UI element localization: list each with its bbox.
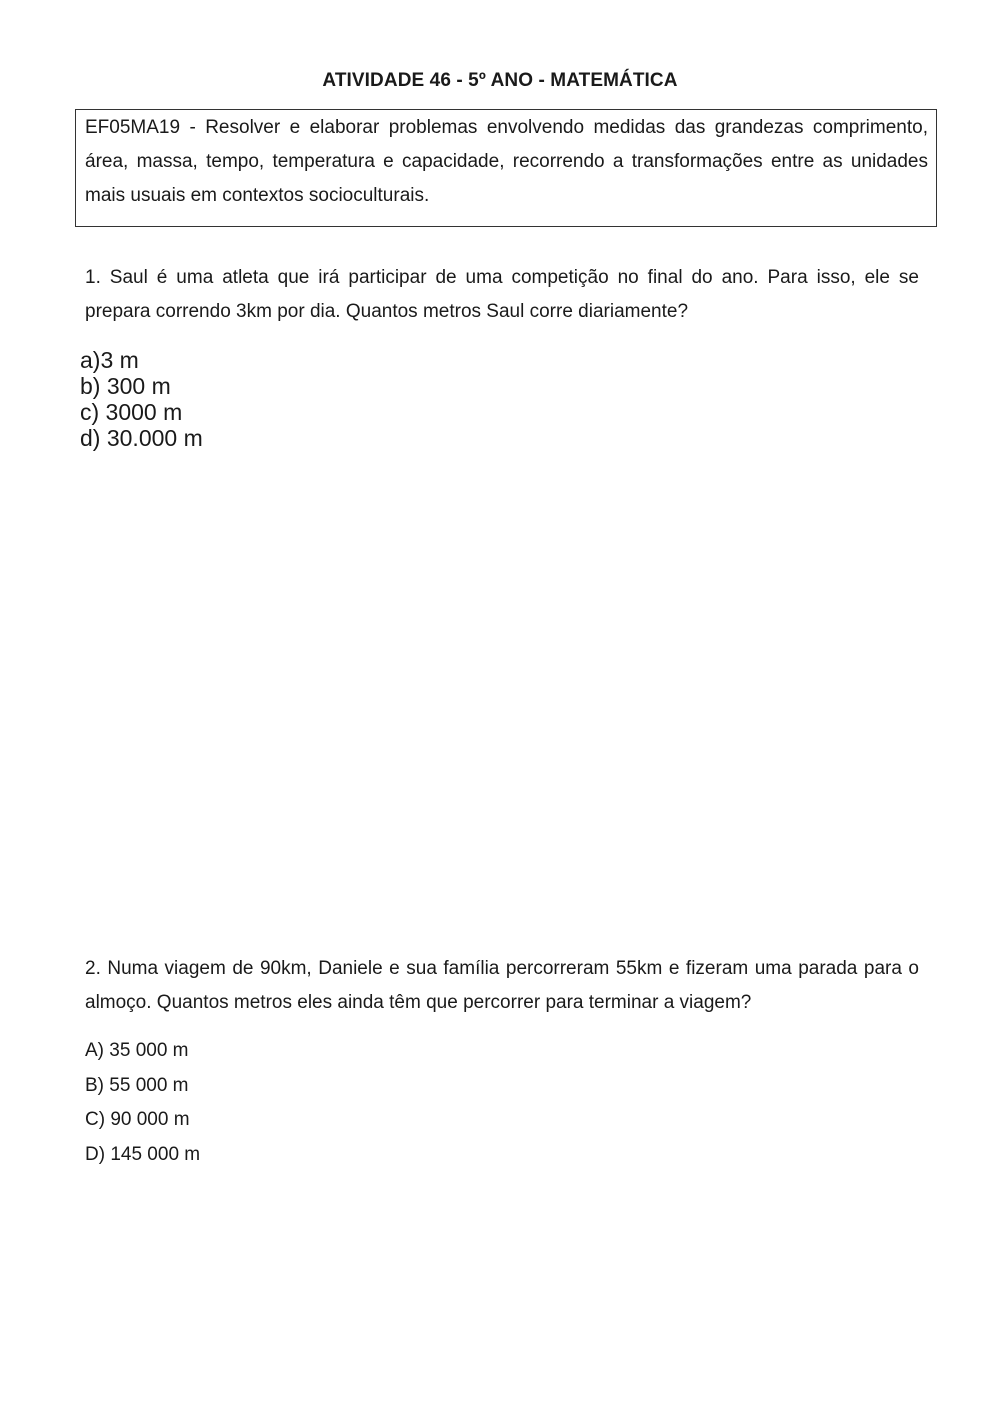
question-1-option-d[interactable]: d) 30.000 m: [80, 425, 203, 451]
question-2-option-d[interactable]: D) 145 000 m: [85, 1143, 201, 1165]
skill-description-box: [75, 109, 937, 227]
question-1-options: [80, 347, 203, 451]
question-2-option-c[interactable]: C) 90 000 m: [85, 1109, 190, 1130]
question-2-option-b[interactable]: B) 55 000 m: [85, 1074, 189, 1096]
question-1-option-c[interactable]: c) 3000 m: [80, 399, 183, 425]
question-1-option-b[interactable]: b) 300 m: [80, 373, 171, 399]
question-2-options: [85, 1034, 200, 1172]
page-title: ATIVIDADE 46 - 5º ANO - MATEMÁTICA: [322, 70, 678, 91]
question-2-text: 2. Numa viagem de 90km, Daniele e sua família percorreram 55km e fizeram uma parada para o almoço. Quantos metros eles ainda têm que percorrer para terminar a viagem?: [85, 958, 919, 1013]
skill-description-text: EF05MA19 - Resolver e elaborar problemas envolvendo medidas das grandezas comprimento, área, massa, tempo, temperatura e capacidade, recorrendo a transformações entre as unidades mais usuais em contextos socioculturais.: [85, 117, 928, 206]
question-1-option-a[interactable]: a)3 m: [80, 347, 139, 373]
question-1-text: 1. Saul é uma atleta que irá participar de uma competição no final do ano. Para isso, ele se prepara correndo 3km por dia. Quantos metros Saul corre diariamente?: [85, 267, 919, 322]
question-2-option-a[interactable]: A) 35 000 m: [85, 1040, 189, 1061]
